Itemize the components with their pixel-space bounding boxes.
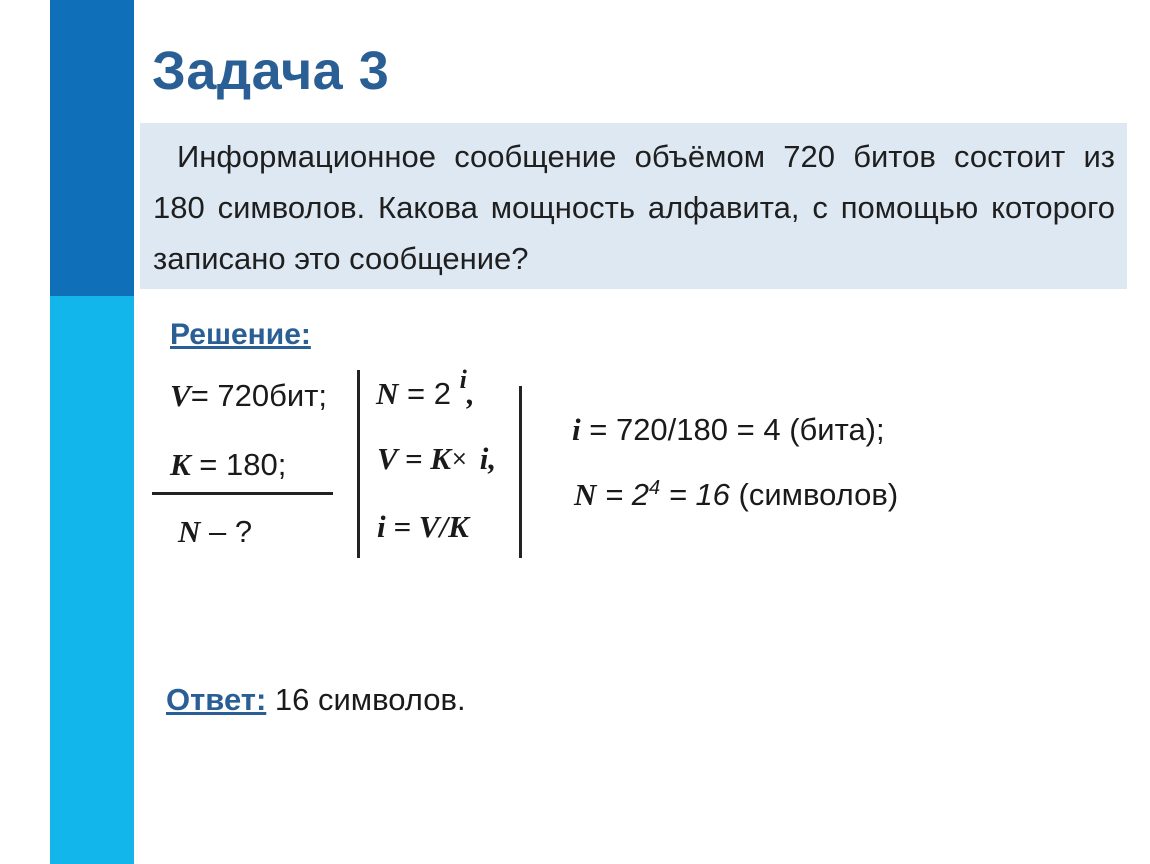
formula-n-comma: , [466, 376, 475, 411]
given-k-symbol: K [170, 447, 191, 482]
formula-v-rhs: i, [479, 441, 497, 476]
given-v-value: = 720бит; [190, 378, 328, 413]
given-k [170, 447, 286, 483]
formula-v-lhs: V = K [377, 441, 451, 476]
given-n-value: – ? [200, 514, 253, 549]
formula-v [377, 441, 496, 477]
formula-i-text: i = V/K [377, 509, 469, 544]
solution-label: Решение: [170, 318, 311, 351]
answer-value: 16 символов. [266, 682, 466, 717]
calc-n-eq: = [596, 477, 632, 512]
formula-n [376, 365, 475, 412]
calc-i-symbol: i [572, 412, 581, 447]
calc-i [572, 412, 885, 448]
accent-bar-bottom [50, 296, 134, 864]
formula-bracket-left [357, 370, 360, 558]
slide-title: Задача 3 [152, 41, 390, 101]
calc-i-value: = 720/180 = 4 (бита); [580, 412, 885, 447]
formula-n-exponent: i [459, 365, 467, 394]
given-k-value: = 180; [190, 447, 287, 482]
formula-i [377, 509, 469, 545]
formula-n-mid: = 2 [398, 376, 460, 411]
given-n-symbol: N [178, 514, 201, 549]
accent-bar-top [50, 0, 134, 296]
answer [166, 682, 466, 718]
answer-label: Ответ: [166, 682, 267, 717]
calc-n-base: 2 [631, 477, 649, 512]
given-divider [152, 492, 333, 495]
formula-bracket-right [519, 386, 522, 558]
calc-n-symbol: N [574, 477, 597, 512]
calc-n-result: = 16 [660, 477, 730, 512]
calc-n-exponent: 4 [648, 477, 661, 499]
problem-text: Информационное сообщение объёмом 720 битов состоит из 180 символов. Какова мощность алфавита, с помощью которого записано это сообщение? [153, 139, 1115, 276]
calc-n-unit: (символов) [729, 477, 899, 512]
formula-n-lhs: N [376, 376, 399, 411]
calc-n [574, 477, 898, 513]
given-v-symbol: V [170, 378, 191, 413]
given-v [170, 378, 327, 414]
given-n [178, 514, 252, 550]
formula-v-times: × [450, 446, 468, 470]
